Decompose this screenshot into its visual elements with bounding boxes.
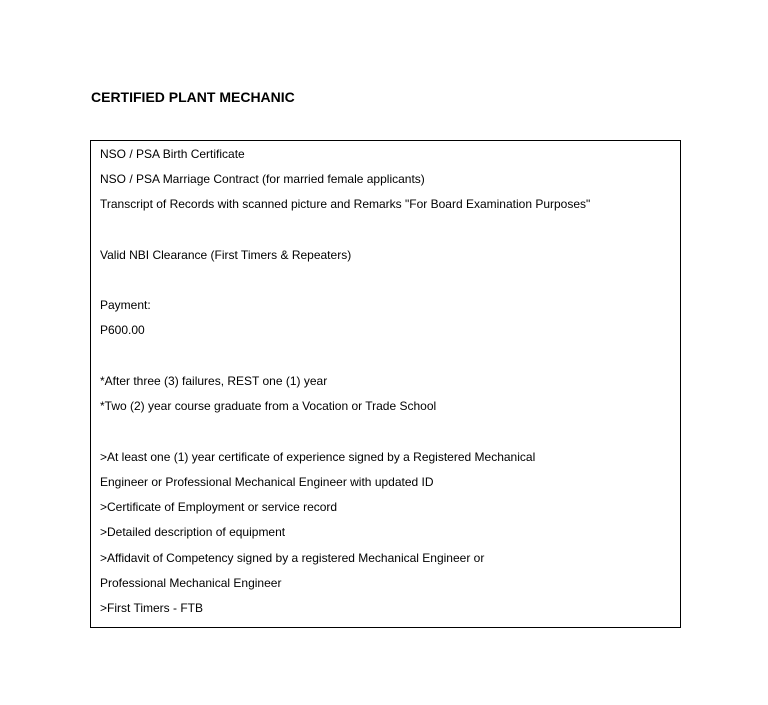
note-course-rule: *Two (2) year course graduate from a Vocation or Trade School (100, 399, 437, 413)
additional-affidavit-line1: >Affidavit of Competency signed by a registered Mechanical Engineer or (100, 551, 485, 565)
requirement-birth-certificate: NSO / PSA Birth Certificate (100, 147, 245, 161)
payment-label: Payment: (100, 298, 151, 312)
requirements-box (90, 140, 681, 628)
requirement-marriage-contract: NSO / PSA Marriage Contract (for married female applicants) (100, 172, 425, 186)
additional-first-timers: >First Timers - FTB (100, 601, 203, 615)
payment-amount: P600.00 (100, 323, 145, 337)
requirement-nbi-clearance: Valid NBI Clearance (First Timers & Repeaters) (100, 248, 352, 262)
additional-affidavit-line2: Professional Mechanical Engineer (100, 576, 282, 590)
note-failures-rule: *After three (3) failures, REST one (1) year (100, 374, 328, 388)
additional-employment: >Certificate of Employment or service record (100, 500, 338, 514)
additional-experience-line1: >At least one (1) year certificate of experience signed by a Registered Mechanical (100, 450, 536, 464)
additional-equipment: >Detailed description of equipment (100, 525, 286, 539)
additional-experience-line2: Engineer or Professional Mechanical Engineer with updated ID (100, 475, 434, 489)
page-title: CERTIFIED PLANT MECHANIC (91, 89, 295, 105)
requirement-transcript: Transcript of Records with scanned picture and Remarks "For Board Examination Purposes" (100, 197, 591, 211)
